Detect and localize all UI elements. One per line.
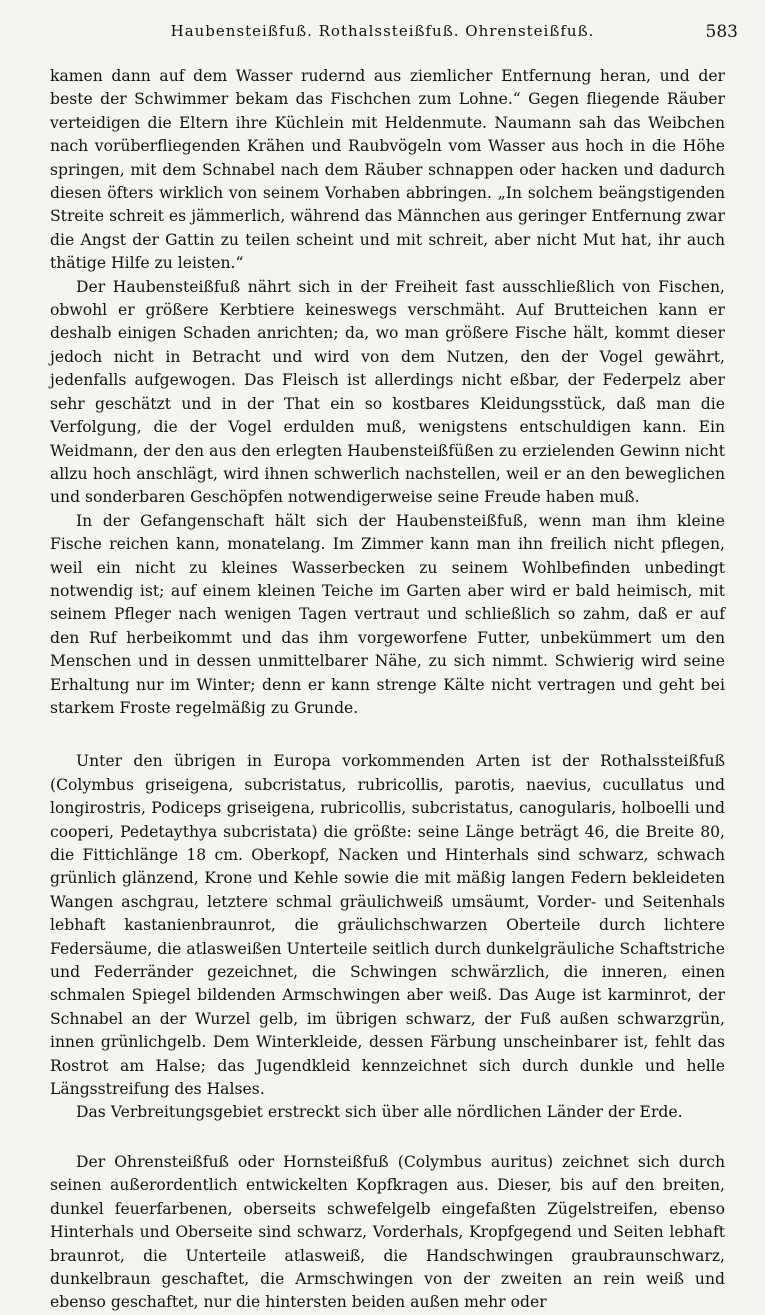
paragraph-horned-grebe: Der Ohrensteißfuß oder Hornsteißfuß (Colymbus auritus) zeichnet sich durch seinen außerordentlich entwickelten Kopfkragen aus. Dieser, bis auf den breiten, dunkel feuerfarbenen, oberseits schwefelgelb eingefaßten Zügelstreifen, ebenso Hinterhals und Oberseite sind schwarz, Vorderhals, Kropfgegend und Seiten lebhaft braunrot, die Unterteile atlasweiß, die Handschwingen graubraunschwarz, dunkelbraun geschaftet, die Armschwingen von der zweiten an rein weiß und ebenso geschaftet, nur die hintersten beiden außen mehr oder — [50, 1152, 725, 1312]
running-head: Haubensteißfuß. Rothalssteißfuß. Ohrensteißfuß. — [170, 22, 595, 40]
paragraph-captivity: In der Gefangenschaft hält sich der Haubensteißfuß, wenn man ihm kleine Fische reichen kann, monatelang. Im Zimmer kann man ihn freilich nicht pflegen, weil ein nicht zu kleines Wasserbecken zu seinem Wohlbefinden unbedingt notwendig ist; auf einem kleinen Teiche im Garten aber wird er bald heimisch, mit seinem Pfleger nach wenigen Tagen vertraut und schließlich so zahm, daß er auf den Ruf herbeikommt und das ihm vorgeworfene Futter, unbekümmert um den Menschen und in dessen unmittelbarer Nähe, zu sich nimmt. Schwierig wird seine Erhaltung nur im Winter; denn er kann strenge Kälte nicht vertragen und geht bei starkem Froste regelmäßig zu Grunde. — [50, 511, 725, 717]
section-gap — [50, 720, 725, 750]
body-text — [50, 65, 725, 1315]
paragraph-continuation: kamen dann auf dem Wasser rudernd aus ziemlicher Entfernung heran, und der beste der Schwimmer bekam das Fischchen zum Lohne.“ Gegen fliegende Räuber verteidigen die Eltern ihre Küchlein mit Heldenmute. Naumann sah das Weibchen nach vorüberfliegenden Krähen und Raubvögeln vom Wasser aus hoch in die Höhe springen, mit dem Schnabel nach dem Räuber schnappen oder hacken und dadurch diesen öfters wirklich von seinem Vorhaben abbringen. „In solchem beängstigenden Streite schreit es jämmerlich, während das Männchen aus geringer Entfernung zwar die Angst der Gattin zu teilen scheint und mit schreit, aber nicht Mut hat, ihr auch thätige Hilfe zu leisten.“ — [50, 67, 725, 273]
paragraph-red-necked-grebe: Unter den übrigen in Europa vorkommenden Arten ist der Rothalssteißfuß (Colymbus griseigena, subcristatus, rubricollis, parotis, naevius, cucullatus und longirostris, Podiceps griseigena, rubricollis, subcristatus, canogularis, holboelli und cooperi, Pedetaythya subcristata) die größte: seine Länge beträgt 46, die Breite 80, die Fittichlänge 18 cm. Oberkopf, Nacken und Hinterhals sind schwarz, schwach grünlich glänzend, Krone und Kehle sowie die mit mäßig langen Federn bekleideten Wangen aschgrau, letztere schmal gräulichweiß umsäumt, Vorder- und Seitenhals lebhaft kastanienbraunrot, die gräulichschwarzen Oberteile durch lichtere Federsäume, die atlasweißen Unterteile seitlich durch dunkelgräuliche Schaftstriche und Federränder gezeichnet, die Schwingen schwärzlich, die inneren, einen schmalen Spiegel bildenden Armschwingen aber weiß. Das Auge ist karminrot, der Schnabel an der Wurzel gelb, im übrigen schwarz, der Fuß außen schwarzgrün, innen grünlichgelb. Dem Winterkleide, dessen Färbung unscheinbarer ist, fehlt das Rostrot am Halse; das Jugendkleid kennzeichnet sich durch dunkle und helle Längsstreifung des Halses. — [50, 752, 725, 1099]
page-number: 583 — [705, 22, 738, 42]
paragraph-diet: Der Haubensteißfuß nährt sich in der Freiheit fast ausschließlich von Fischen, obwohl er größere Kerbtiere keineswegs verschmäht. Auf Brutteichen kann er deshalb einigen Schaden anrichten; da, wo man größere Fische hält, kommt dieser jedoch nicht in Betracht und wird von dem Nutzen, den der Vogel gewährt, jedenfalls aufgewogen. Das Fleisch ist allerdings nicht eßbar, der Federpelz aber sehr geschätzt und in der That ein so kostbares Kleidungsstück, daß man die Verfolgung, die der Vogel erdulden muß, wenigstens entschuldigen kann. Ein Weidmann, der den aus den erlegten Haubensteißfüßen zu erzielenden Gewinn nicht allzu hoch anschlägt, wird ihnen schwerlich nachstellen, weil er an den beweglichen und sonderbaren Geschöpfen notwendigerweise seine Freude haben muß. — [50, 277, 725, 507]
page-header — [0, 22, 765, 52]
paragraph-distribution: Das Verbreitungsgebiet erstreckt sich über alle nördlichen Länder der Erde. — [76, 1103, 683, 1122]
section-gap — [50, 1125, 725, 1151]
